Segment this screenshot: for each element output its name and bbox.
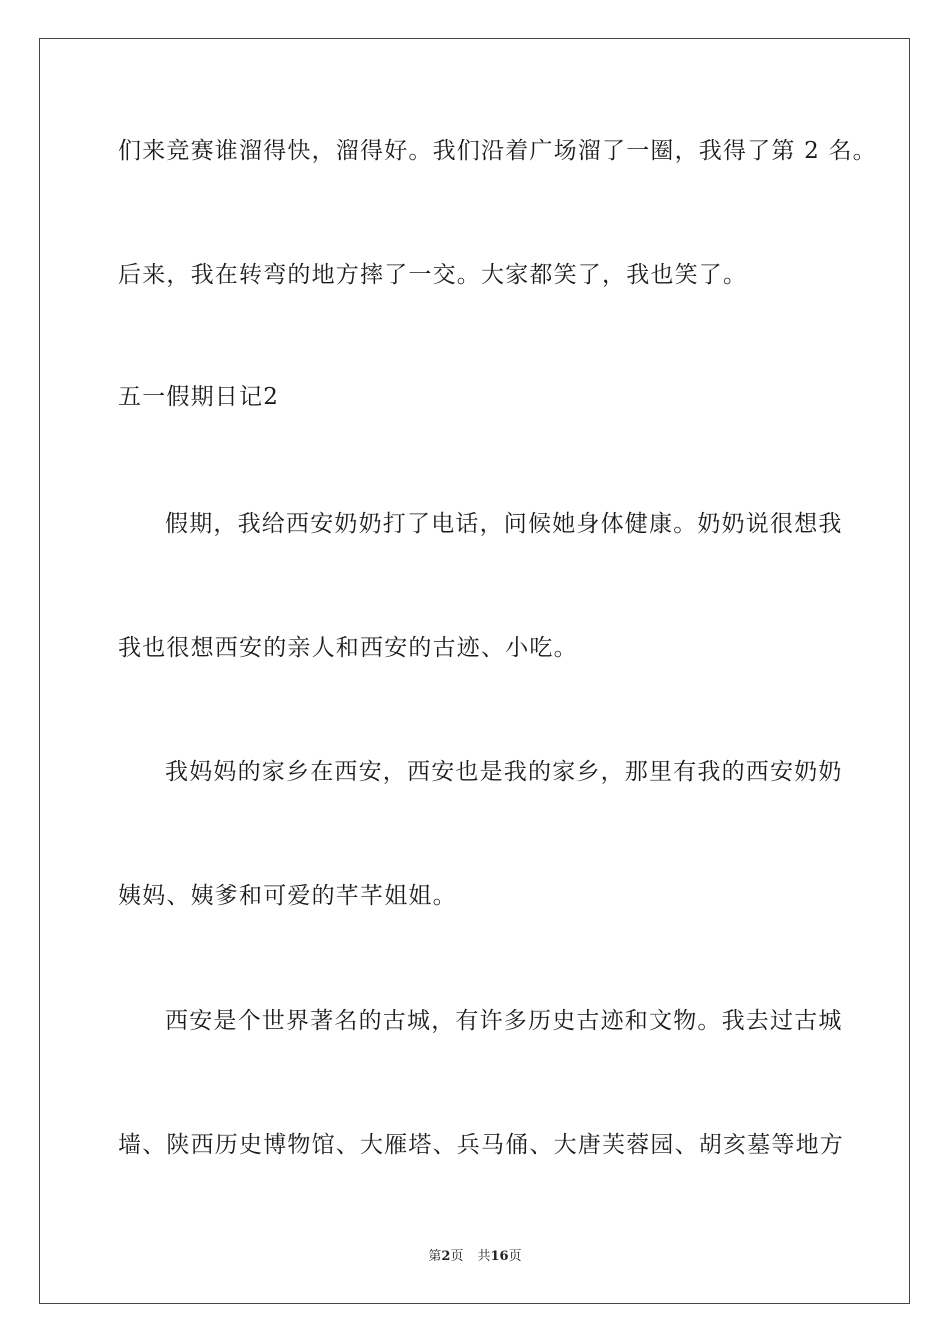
section-heading: 五一假期日记2 (118, 384, 280, 410)
text-line-2: 后来，我在转弯的地方摔了一交。大家都笑了，我也笑了。 (118, 262, 748, 288)
text-line-6: 姨妈、姨爹和可爱的芊芊姐姐。 (118, 883, 457, 909)
footer-total-prefix: 共 (477, 1249, 491, 1264)
text-line-3: 假期，我给西安奶奶打了电话，问候她身体健康。奶奶说很想我 (165, 511, 843, 537)
page-border (39, 38, 910, 1304)
text-line-7: 西安是个世界著名的古城，有许多历史古迹和文物。我去过古城 (165, 1008, 843, 1034)
text-line-5: 我妈妈的家乡在西安，西安也是我的家乡，那里有我的西安奶奶 (165, 759, 843, 785)
footer-page-prefix: 第 (428, 1249, 442, 1264)
text-line-8: 墙、陕西历史博物馆、大雁塔、兵马俑、大唐芙蓉园、胡亥墓等地方 (118, 1132, 844, 1158)
footer-page-number: 2 (441, 1249, 451, 1264)
text-line-4: 我也很想西安的亲人和西安的古迹、小吃。 (118, 635, 578, 661)
page-footer (0, 1248, 950, 1266)
text-line-1: 们来竞赛谁溜得快，溜得好。我们沿着广场溜了一圈，我得了第 2 名。 (118, 138, 877, 164)
footer-total-suffix: 页 (508, 1249, 522, 1264)
footer-page-suffix: 页 (450, 1249, 464, 1264)
footer-total-number: 16 (490, 1249, 509, 1264)
